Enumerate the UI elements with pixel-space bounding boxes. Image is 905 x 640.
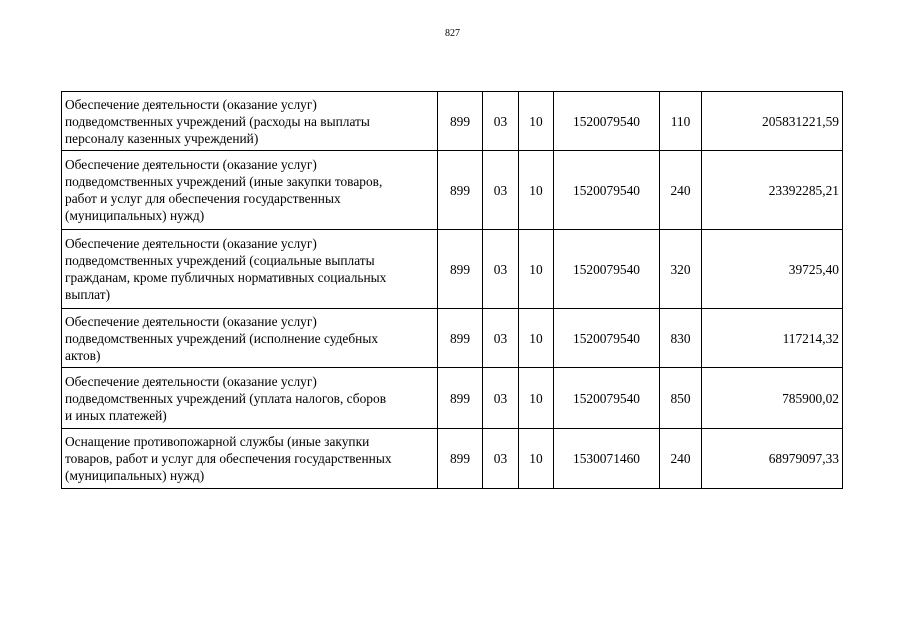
target-article-cell: 1520079540 [554,368,660,429]
subsection-code-cell: 10 [519,429,554,489]
ministry-code-cell: 899 [438,309,483,368]
section-code-cell: 03 [483,309,519,368]
section-code-cell: 03 [483,368,519,429]
expense-type-cell: 110 [660,92,702,151]
expense-type-cell: 240 [660,151,702,230]
expense-name-cell: Оснащение противопожарной службы (иные закупки товаров, работ и услуг для обеспечения государственных (муниципальных) нужд) [62,429,438,489]
expense-name-cell: Обеспечение деятельности (оказание услуг) подведомственных учреждений (иные закупки товаров, работ и услуг для обеспечения государственных (муниципальных) нужд) [62,151,438,230]
ministry-code-cell: 899 [438,151,483,230]
section-code-cell: 03 [483,230,519,309]
table-row [62,92,843,151]
ministry-code-cell: 899 [438,368,483,429]
amount-cell: 785900,02 [702,368,843,429]
budget-table [61,91,843,489]
amount-cell: 205831221,59 [702,92,843,151]
ministry-code-cell: 899 [438,230,483,309]
target-article-cell: 1520079540 [554,151,660,230]
target-article-cell: 1530071460 [554,429,660,489]
subsection-code-cell: 10 [519,151,554,230]
table-row [62,368,843,429]
expense-name-cell: Обеспечение деятельности (оказание услуг) подведомственных учреждений (расходы на выплаты персоналу казенных учреждений) [62,92,438,151]
table-row [62,429,843,489]
expense-type-cell: 240 [660,429,702,489]
table-row [62,309,843,368]
ministry-code-cell: 899 [438,429,483,489]
amount-cell: 39725,40 [702,230,843,309]
section-code-cell: 03 [483,429,519,489]
expense-name-cell: Обеспечение деятельности (оказание услуг) подведомственных учреждений (уплата налогов, сборов и иных платежей) [62,368,438,429]
expense-name-cell: Обеспечение деятельности (оказание услуг) подведомственных учреждений (исполнение судебных актов) [62,309,438,368]
section-code-cell: 03 [483,92,519,151]
expense-type-cell: 320 [660,230,702,309]
subsection-code-cell: 10 [519,368,554,429]
expense-type-cell: 850 [660,368,702,429]
table-row [62,151,843,230]
subsection-code-cell: 10 [519,309,554,368]
expense-type-cell: 830 [660,309,702,368]
target-article-cell: 1520079540 [554,309,660,368]
target-article-cell: 1520079540 [554,92,660,151]
table-row [62,230,843,309]
expense-name-cell: Обеспечение деятельности (оказание услуг) подведомственных учреждений (социальные выплаты гражданам, кроме публичных нормативных социальных выплат) [62,230,438,309]
page-number: 827 [445,28,460,39]
amount-cell: 23392285,21 [702,151,843,230]
target-article-cell: 1520079540 [554,230,660,309]
amount-cell: 68979097,33 [702,429,843,489]
amount-cell: 117214,32 [702,309,843,368]
subsection-code-cell: 10 [519,230,554,309]
subsection-code-cell: 10 [519,92,554,151]
section-code-cell: 03 [483,151,519,230]
ministry-code-cell: 899 [438,92,483,151]
